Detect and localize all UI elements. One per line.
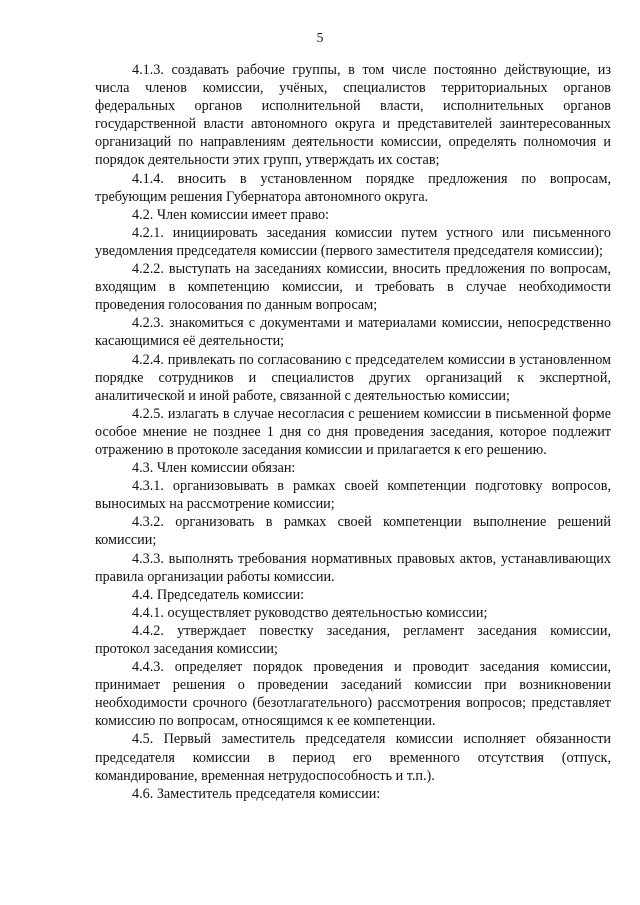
paragraph-4-3-1: 4.3.1. организовывать в рамках своей компетенции подготовку вопросов, выносимых на рассмотрение комиссии; — [95, 478, 611, 513]
paragraph-4-2-4: 4.2.4. привлекать по согласованию с председателем комиссии в установленном порядке сотрудников и специалистов других организаций к экспертной, аналитической и иной работе, связанной с деятельностью комиссии; — [95, 351, 611, 404]
paragraph-4-2-2: 4.2.2. выступать на заседаниях комиссии, вносить предложения по вопросам, входящим в компетенцию комиссии, и требовать в случае необходимости проведения голосования по данным вопросам; — [95, 261, 611, 314]
paragraph-4-2-5: 4.2.5. излагать в случае несогласия с решением комиссии в письменной форме особое мнение не позднее 1 дня со дня проведения заседания, которое подлежит отражению в протоколе заседания комиссии и прилагается к его решению. — [95, 405, 611, 458]
paragraph-4-2-3: 4.2.3. знакомиться с документами и материалами комиссии, непосредственно касающимися её деятельности; — [95, 315, 611, 350]
paragraph-4-4: 4.4. Председатель комиссии: — [132, 586, 305, 603]
paragraph-4-1-4: 4.1.4. вносить в установленном порядке предложения по вопросам, требующим решения Губернатора автономного округа. — [95, 170, 611, 205]
paragraph-4-4-3: 4.4.3. определяет порядок проведения и проводит заседания комиссии, принимает решения о проведении заседаний комиссии при возникновении необходимости срочного (безотлагательного) рассмотрения вопросов; представляет комиссию по вопросам, относящимся к ее компетенции. — [95, 659, 611, 730]
paragraph-4-6: 4.6. Заместитель председателя комиссии: — [132, 785, 381, 802]
paragraph-4-2-1: 4.2.1. инициировать заседания комиссии путем устного или письменного уведомления председателя комиссии (первого заместителя председателя комиссии); — [95, 224, 611, 259]
page-number: 5 — [316, 30, 324, 45]
paragraph-4-4-1: 4.4.1. осуществляет руководство деятельностью комиссии; — [132, 604, 488, 621]
document-body — [95, 61, 611, 803]
paragraph-4-5: 4.5. Первый заместитель председателя комиссии исполняет обязанности председателя комиссии в период его временного отсутствия (отпуск, командирование, временная нетрудоспособность и т.п.). — [95, 731, 611, 784]
paragraph-4-2: 4.2. Член комиссии имеет право: — [132, 206, 329, 223]
paragraph-4-3-2: 4.3.2. организовать в рамках своей компетенции выполнение решений комиссии; — [95, 514, 611, 549]
paragraph-4-4-2: 4.4.2. утверждает повестку заседания, регламент заседания комиссии, протокол заседания комиссии; — [95, 622, 611, 657]
paragraph-4-1-3: 4.1.3. создавать рабочие группы, в том числе постоянно действующие, из числа членов комиссии, учёных, специалистов территориальных органов федеральных органов исполнительной власти, исполнительных органов государственной власти автономного округа и представителей заинтересованных организаций по направлениям деятельности комиссии, определять полномочия и порядок деятельности этих групп, утверждать их состав; — [95, 62, 611, 169]
paragraph-4-3-3: 4.3.3. выполнять требования нормативных правовых актов, устанавливающих правила организации работы комиссии. — [95, 550, 611, 585]
paragraph-4-3: 4.3. Член комиссии обязан: — [132, 460, 296, 477]
